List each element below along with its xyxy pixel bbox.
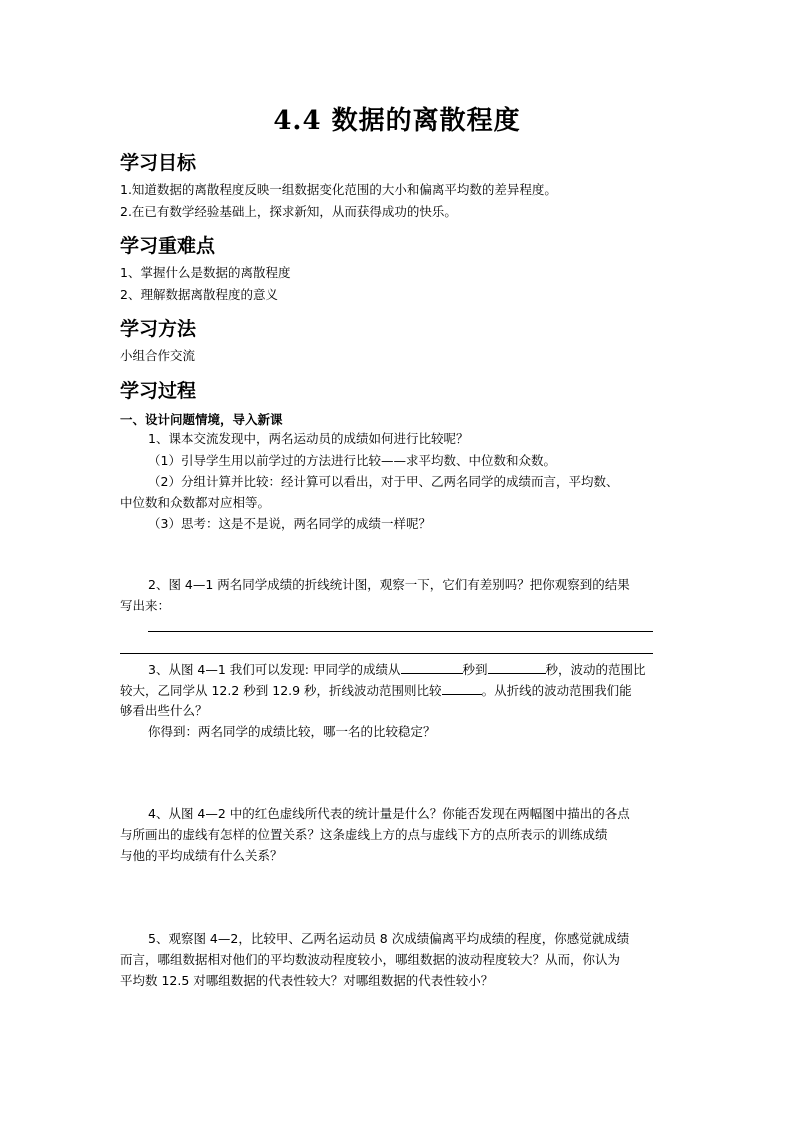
question-5-line3: 平均数 12.5 对哪组数据的代表性较大？对哪组数据的代表性较小？ [120,973,494,988]
question-5-line1: 5、观察图 4—2，比较甲、乙两名运动员 8 次成绩偏离平均成绩的程度，你感觉就成绩 [148,931,630,946]
question-4-line2: 与所画出的虚线有怎样的位置关系？这条虚线上方的点与虚线下方的点所表示的训练成绩 [120,827,608,842]
heading-process: 学习过程 [120,380,197,402]
heading-key-points: 学习重难点 [120,235,216,257]
question-1-a: （1）引导学生用以前学过的方法进行比较——求平均数、中位数和众数。 [148,453,556,468]
key-point-2: 2、理解数据离散程度的意义 [120,287,278,302]
question-4-line3: 与他的平均成绩有什么关系？ [120,848,283,863]
key-point-1: 1、掌握什么是数据的离散程度 [120,265,291,280]
heading-method: 学习方法 [120,318,197,340]
question-2-line2: 写出来： [120,598,171,613]
question-3-text-a: 3、从图 4—1 我们可以发现: 甲同学的成绩从 [148,662,401,677]
question-3-text-c: 秒，波动的范围比 [545,662,646,677]
method-text: 小组合作交流 [120,348,196,363]
question-4-line1: 4、从图 4—2 中的红色虚线所代表的统计量是什么？你能否发现在两幅图中描出的各点 [148,806,630,821]
goal-item-1: 1.知道数据的离散程度反映一组数据变化范围的大小和偏离平均数的差异程度。 [120,182,557,197]
blank-start-time[interactable] [401,661,463,674]
question-2-line1: 2、图 4—1 两名同学成绩的折线统计图，观察一下，它们有差别吗？把你观察到的结果 [148,577,630,592]
question-3-text-b: 秒到 [462,662,488,677]
page-title: 4.4 数据的离散程度 [273,106,521,136]
question-1-c: （3）思考：这是不是说，两名同学的成绩一样呢？ [148,516,431,531]
heading-goals: 学习目标 [120,152,197,174]
blank-range[interactable] [442,682,482,695]
part1-title: 一、设计问题情境，导入新课 [120,412,283,427]
question-3-text-e: 。从折线的波动范围我们能 [481,683,632,698]
question-3-line3: 够看出些什么？ [120,703,208,718]
question-1-b-line1: （2）分组计算并比较：经计算可以看出，对于甲、乙两名同学的成绩而言，平均数、 [148,474,619,489]
answer-line-2[interactable] [120,653,653,654]
answer-line-1[interactable] [148,631,653,632]
goal-item-2: 2.在已有数学经验基础上，探求新知，从而获得成功的快乐。 [120,204,457,219]
blank-end-time[interactable] [488,661,546,674]
question-5-line2: 而言，哪组数据相对他们的平均数波动程度较小，哪组数据的波动程度较大？从而，你认为 [120,952,621,967]
question-1-b-line2: 中位数和众数都对应相等。 [120,495,271,510]
question-3-line2 [120,682,680,699]
question-3-text-d: 较大，乙同学从 12.2 秒到 12.9 秒，折线波动范围则比较 [120,683,442,698]
question-3-line4: 你得到：两名同学的成绩比较，哪一名的比较稳定？ [148,724,436,739]
question-1: 1、课本交流发现中，两名运动员的成绩如何进行比较呢？ [148,431,469,446]
question-3-line1 [148,661,678,678]
